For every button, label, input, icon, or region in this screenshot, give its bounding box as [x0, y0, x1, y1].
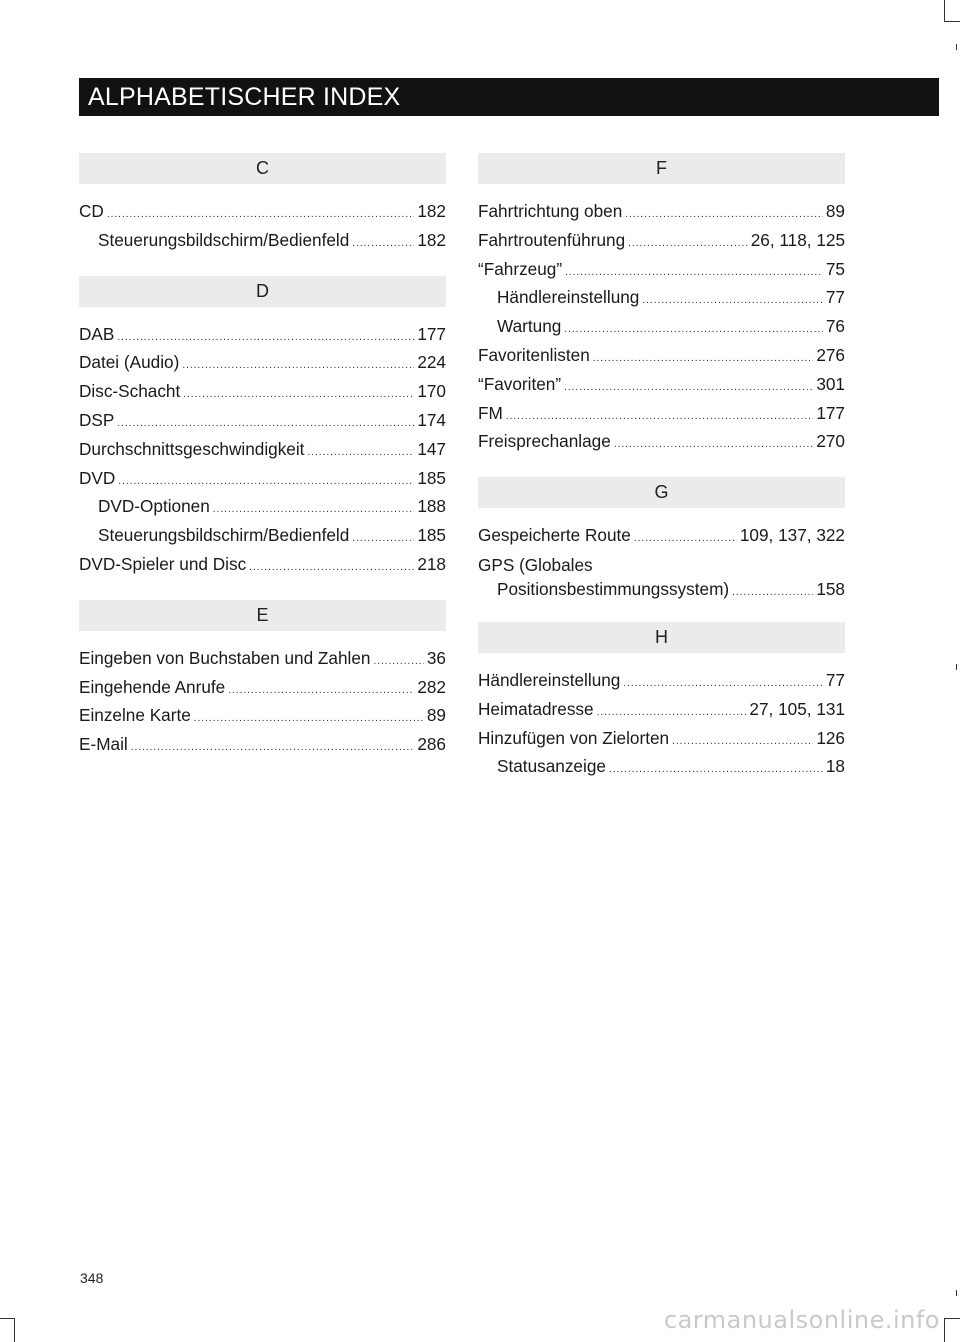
- entry-label: GPS (Globales: [478, 554, 593, 575]
- index-section: [478, 477, 845, 601]
- index-column-left: [79, 153, 446, 780]
- index-entry: [79, 377, 446, 406]
- entry-label: DAB: [79, 323, 115, 344]
- entry-label: Wartung: [497, 316, 562, 337]
- page-reference: 18: [825, 756, 845, 777]
- dot-leader: [623, 679, 823, 689]
- dot-leader: [228, 686, 414, 696]
- page-reference: 185: [417, 467, 446, 488]
- index-entry: [478, 427, 845, 456]
- page-reference: 188: [417, 496, 446, 517]
- index-entry: [478, 666, 845, 695]
- index-entry: [478, 255, 845, 284]
- page-reference: 36: [426, 647, 446, 668]
- page-reference: 89: [426, 705, 446, 726]
- entry-label: Hinzufügen von Zielorten: [478, 727, 670, 748]
- entry-label: CD: [79, 201, 104, 221]
- page-reference: 75: [825, 258, 845, 279]
- page-reference: 170: [417, 381, 446, 402]
- index-entry: [79, 730, 446, 759]
- dot-leader: [352, 239, 414, 249]
- page-reference: 177: [417, 323, 446, 344]
- dot-leader: [506, 412, 813, 422]
- index-entry: [79, 348, 446, 377]
- dot-leader: [628, 239, 748, 249]
- page-reference: 185: [417, 525, 446, 546]
- page-reference: 26, 118, 125: [750, 229, 845, 250]
- index-subentry: [79, 226, 446, 255]
- entry-label: Gespeicherte Route: [478, 525, 631, 546]
- page-reference: 89: [825, 201, 845, 221]
- section-letter-header: F: [478, 153, 845, 184]
- dot-leader: [642, 296, 823, 306]
- crop-mark: [956, 1290, 957, 1296]
- dot-leader: [183, 390, 414, 400]
- page-reference: 77: [825, 669, 845, 690]
- dot-leader: [634, 534, 737, 544]
- dot-leader: [118, 477, 414, 487]
- dot-leader: [213, 505, 415, 515]
- dot-leader: [307, 448, 414, 458]
- page-reference: 174: [417, 409, 446, 430]
- index-section: [79, 153, 446, 255]
- crop-mark: [944, 21, 960, 22]
- page-reference: 286: [417, 734, 446, 755]
- page-reference: 177: [816, 402, 845, 423]
- index-section: [79, 600, 446, 759]
- index-entry: [79, 320, 446, 349]
- dot-leader: [194, 714, 424, 724]
- page-reference: 76: [825, 316, 845, 337]
- index-section: [478, 622, 845, 781]
- page-reference: 109, 137, 322: [739, 525, 845, 546]
- index-entry: [478, 521, 845, 550]
- dot-leader: [564, 325, 823, 335]
- entry-label: Eingehende Anrufe: [79, 676, 226, 697]
- dot-leader: [564, 383, 813, 393]
- dot-leader: [593, 354, 814, 364]
- entry-label: FM: [478, 402, 503, 423]
- entry-label: DVD-Optionen: [98, 496, 210, 517]
- dot-leader: [117, 333, 414, 343]
- dot-leader: [614, 440, 814, 450]
- page-reference: 224: [417, 352, 446, 373]
- crop-mark: [944, 1318, 960, 1319]
- index-entry: [79, 406, 446, 435]
- section-letter-header: E: [79, 600, 446, 631]
- entry-label: Positionsbestimmungssystem): [497, 578, 730, 599]
- page-reference: 301: [816, 373, 845, 394]
- section-letter-header: G: [478, 477, 845, 508]
- entry-label: Einzelne Karte: [79, 705, 191, 726]
- dot-leader: [131, 743, 415, 753]
- index-subentry: [478, 312, 845, 341]
- section-letter-header: D: [79, 276, 446, 307]
- entry-label: Fahrtrichtung oben: [478, 201, 623, 221]
- index-column-right: [478, 153, 845, 802]
- index-subentry: [79, 521, 446, 550]
- watermark-text: carmanualsonline.info: [663, 1306, 940, 1334]
- entry-label: Freisprechanlage: [478, 431, 611, 452]
- page-reference: 126: [816, 727, 845, 748]
- crop-mark: [956, 44, 957, 50]
- page-reference: 77: [825, 287, 845, 308]
- dot-leader: [597, 708, 747, 718]
- index-entry: [79, 701, 446, 730]
- section-letter-header: H: [478, 622, 845, 653]
- index-entry: [478, 370, 845, 399]
- header-bar: [79, 78, 939, 116]
- index-entry: [79, 197, 446, 226]
- index-entry: [79, 435, 446, 464]
- index-entry: [478, 553, 845, 601]
- entry-label: Datei (Audio): [79, 352, 180, 373]
- page-title: ALPHABETISCHER INDEX: [88, 83, 401, 111]
- index-entry: [79, 464, 446, 493]
- index-entry: [79, 673, 446, 702]
- entry-label: Disc-Schacht: [79, 381, 181, 402]
- index-section: [79, 276, 446, 579]
- entry-label: DVD-Spieler und Disc: [79, 553, 247, 574]
- index-section: [478, 153, 845, 456]
- entry-label: Händlereinstellung: [497, 287, 640, 308]
- index-subentry: [478, 283, 845, 312]
- dot-leader: [117, 419, 414, 429]
- entry-label: Statusanzeige: [497, 756, 606, 777]
- dot-leader: [672, 737, 813, 747]
- entry-label: Durchschnittsgeschwindigkeit: [79, 438, 305, 459]
- section-letter-header: C: [79, 153, 446, 184]
- page-reference: 27, 105, 131: [749, 698, 845, 719]
- page-reference: 276: [816, 344, 845, 365]
- index-entry: [478, 695, 845, 724]
- page-reference: 147: [417, 438, 446, 459]
- entry-label: DSP: [79, 409, 115, 430]
- entry-label: Fahrtroutenführung: [478, 229, 626, 250]
- dot-leader: [732, 588, 813, 598]
- entry-label: Steuerungsbildschirm/Bedienfeld: [98, 525, 350, 546]
- dot-leader: [107, 210, 414, 220]
- entry-label: “Favoriten”: [478, 373, 562, 394]
- crop-mark: [956, 664, 957, 670]
- index-entry: [478, 197, 845, 226]
- dot-leader: [373, 657, 423, 667]
- index-entry: [79, 550, 446, 579]
- page-reference: 182: [417, 229, 446, 250]
- index-entry: [79, 644, 446, 673]
- index-entry: [478, 399, 845, 428]
- index-subentry: [478, 752, 845, 781]
- entry-label: Favoritenlisten: [478, 344, 590, 365]
- page-reference: 158: [816, 578, 845, 599]
- dot-leader: [182, 361, 414, 371]
- page-reference: 282: [417, 676, 446, 697]
- index-entry: [478, 724, 845, 753]
- entry-label: E-Mail: [79, 734, 128, 755]
- dot-leader: [249, 563, 414, 573]
- dot-leader: [609, 765, 823, 775]
- crop-mark: [944, 0, 945, 22]
- page-reference: 270: [816, 431, 845, 452]
- entry-label: Händlereinstellung: [478, 669, 621, 690]
- entry-label-continuation: [478, 577, 845, 601]
- dot-leader: [625, 210, 823, 220]
- page-reference: 218: [417, 553, 446, 574]
- entry-label: DVD: [79, 467, 116, 488]
- entry-label: Eingeben von Buchstaben und Zahlen: [79, 647, 371, 668]
- entry-label: Heimatadresse: [478, 698, 594, 719]
- dot-leader: [565, 268, 823, 278]
- page-number: 348: [80, 1270, 104, 1286]
- entry-label: Steuerungsbildschirm/Bedienfeld: [98, 229, 350, 250]
- dot-leader: [352, 534, 414, 544]
- index-entry: [478, 341, 845, 370]
- entry-label: “Fahrzeug”: [478, 258, 563, 279]
- index-subentry: [79, 492, 446, 521]
- page-reference: 182: [417, 201, 446, 221]
- crop-mark: [944, 1318, 945, 1342]
- index-entry: [478, 226, 845, 255]
- crop-mark: [0, 1318, 14, 1319]
- crop-mark: [14, 1318, 15, 1342]
